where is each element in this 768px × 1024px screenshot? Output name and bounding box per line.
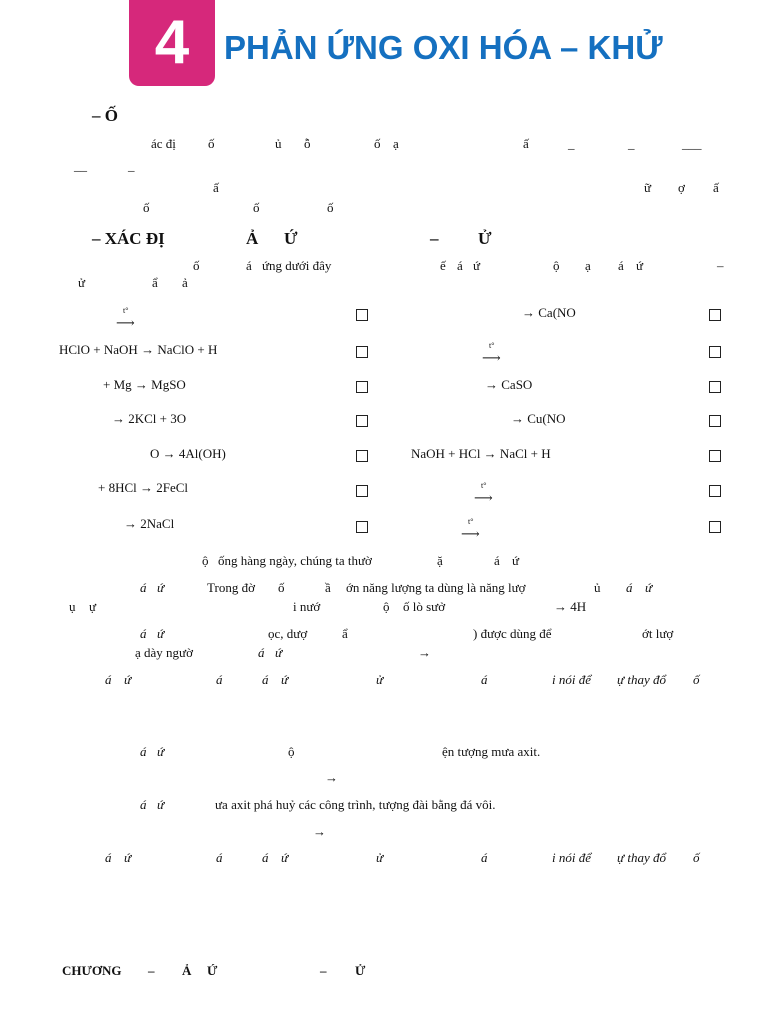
section-heading-1: – Ố (92, 106, 118, 125)
chapter-badge (129, 0, 215, 86)
chapter-number: 4 (154, 8, 190, 77)
answer-checkbox[interactable] (709, 381, 721, 393)
reaction-left-6: + 8HCl → 2FeCl (98, 480, 189, 495)
reaction-left-2: HClO + NaOH → NaClO + H (59, 342, 218, 357)
answer-checkbox[interactable] (709, 485, 721, 497)
answer-checkbox[interactable] (356, 346, 368, 358)
answer-checkbox[interactable] (709, 346, 721, 358)
reaction-right-1: → Ca(NO (522, 305, 576, 320)
answer-checkbox[interactable] (356, 415, 368, 427)
answer-checkbox[interactable] (356, 309, 368, 321)
reaction-right-3: → CaSO (485, 377, 533, 392)
reaction-left-3: + Mg → MgSO (103, 377, 186, 392)
answer-checkbox[interactable] (356, 381, 368, 393)
reaction-left-4: → 2KCl + 3O (112, 411, 187, 426)
page-title: PHẢN ỨNG OXI HÓA – KHỬ (224, 29, 663, 66)
answer-checkbox[interactable] (709, 415, 721, 427)
answer-checkbox[interactable] (709, 450, 721, 462)
answer-checkbox[interactable] (356, 521, 368, 533)
reaction-left-5: O → 4Al(OH) (150, 446, 226, 461)
reaction-right-5: NaOH + HCl → NaCl + H (411, 446, 551, 461)
answer-checkbox[interactable] (709, 521, 721, 533)
reaction-left-7: → 2NaCl (124, 516, 175, 531)
answer-checkbox[interactable] (709, 309, 721, 321)
answer-checkbox[interactable] (356, 450, 368, 462)
answer-checkbox[interactable] (356, 485, 368, 497)
arrow-with-temp: t° ⟶ (474, 481, 493, 505)
arrow-with-temp: t° ⟶ (116, 306, 135, 330)
arrow-with-temp: t° ⟶ (482, 341, 501, 365)
reaction-right-4: → Cu(NO (511, 411, 566, 426)
arrow-with-temp: t° ⟶ (461, 517, 480, 541)
